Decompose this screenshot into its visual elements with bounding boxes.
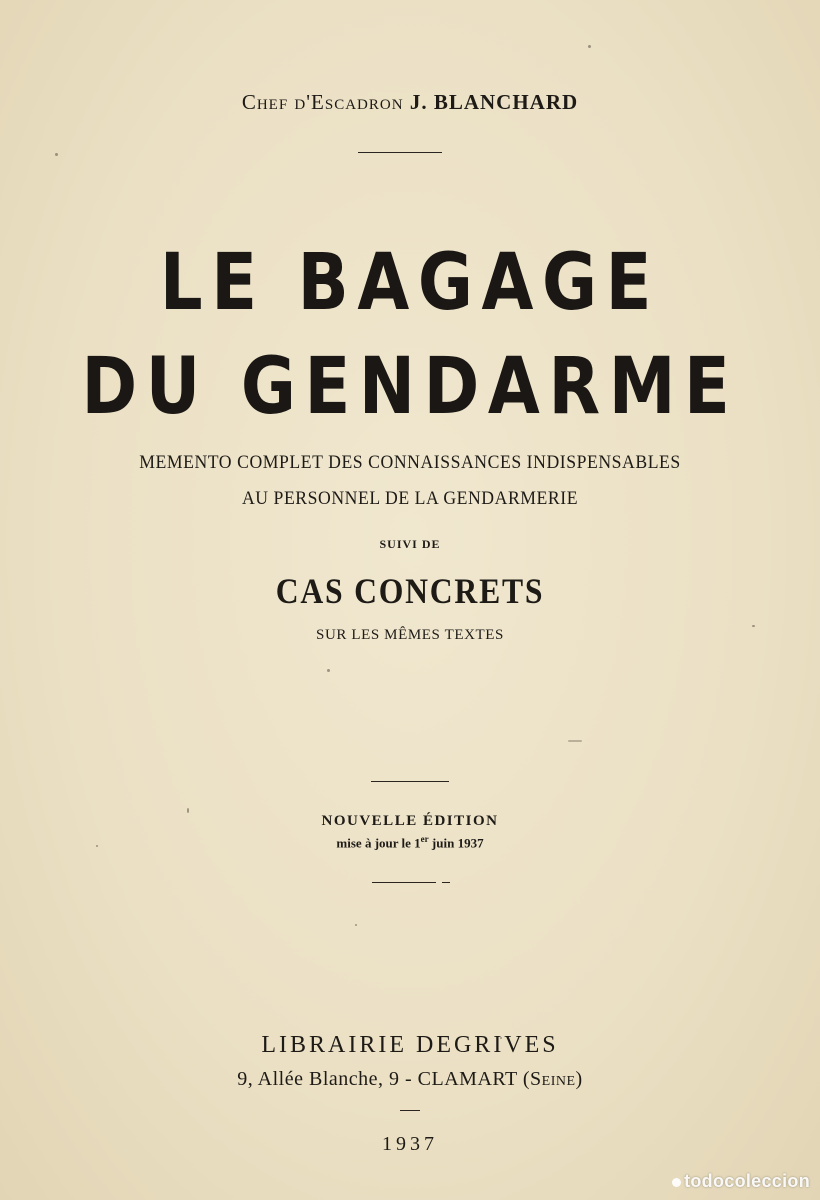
paper-speck: [355, 924, 357, 926]
second-subtitle: SUR LES MÊMES TEXTES: [316, 627, 504, 643]
second-title: CAS CONCRETS: [275, 571, 545, 611]
main-title-line-1: LE BAGAGE: [159, 238, 661, 328]
watermark-dot-icon: [672, 1178, 681, 1187]
address-suffix: ): [575, 1068, 583, 1090]
divider-rule: [442, 882, 450, 883]
author-line: [0, 90, 820, 115]
paper-speck: [568, 740, 582, 742]
update-suffix: juin 1937: [428, 835, 484, 851]
divider-rule: [372, 882, 436, 883]
author-rank: Chef d'Escadron: [241, 90, 404, 114]
subtitle-line-1: MEMENTO COMPLET DES CONNAISSANCES INDISPENSABLES: [139, 452, 681, 473]
divider-rule: [358, 152, 442, 153]
watermark-text: todocoleccion: [684, 1171, 810, 1191]
publication-year: 1937: [382, 1133, 438, 1155]
publisher-name: LIBRAIRIE DEGRIVES: [261, 1032, 559, 1058]
subtitle-line-2: AU PERSONNEL DE LA GENDARMERIE: [241, 488, 579, 509]
update-prefix: mise à jour le 1: [336, 835, 421, 851]
update-superscript: er: [420, 834, 429, 844]
paper-speck: [588, 45, 591, 48]
publisher-address: [0, 1068, 820, 1091]
main-title-line-2: DU GENDARME: [81, 342, 739, 432]
divider-rule: [400, 1110, 420, 1111]
paper-speck: [327, 669, 330, 672]
address-prefix: 9, Allée Blanche, 9 - CLAMART (: [237, 1068, 531, 1090]
suivi-de-label: SUIVI DE: [379, 537, 441, 551]
address-region: Seine: [530, 1068, 576, 1090]
watermark-logo: [672, 1171, 810, 1192]
edition-label: NOUVELLE ÉDITION: [321, 813, 499, 829]
edition-update-date: [0, 834, 820, 851]
paper-speck: [55, 153, 58, 156]
bleed-through-mark: [330, 178, 338, 204]
author-name: J. BLANCHARD: [409, 90, 579, 114]
divider-rule: [371, 781, 449, 782]
